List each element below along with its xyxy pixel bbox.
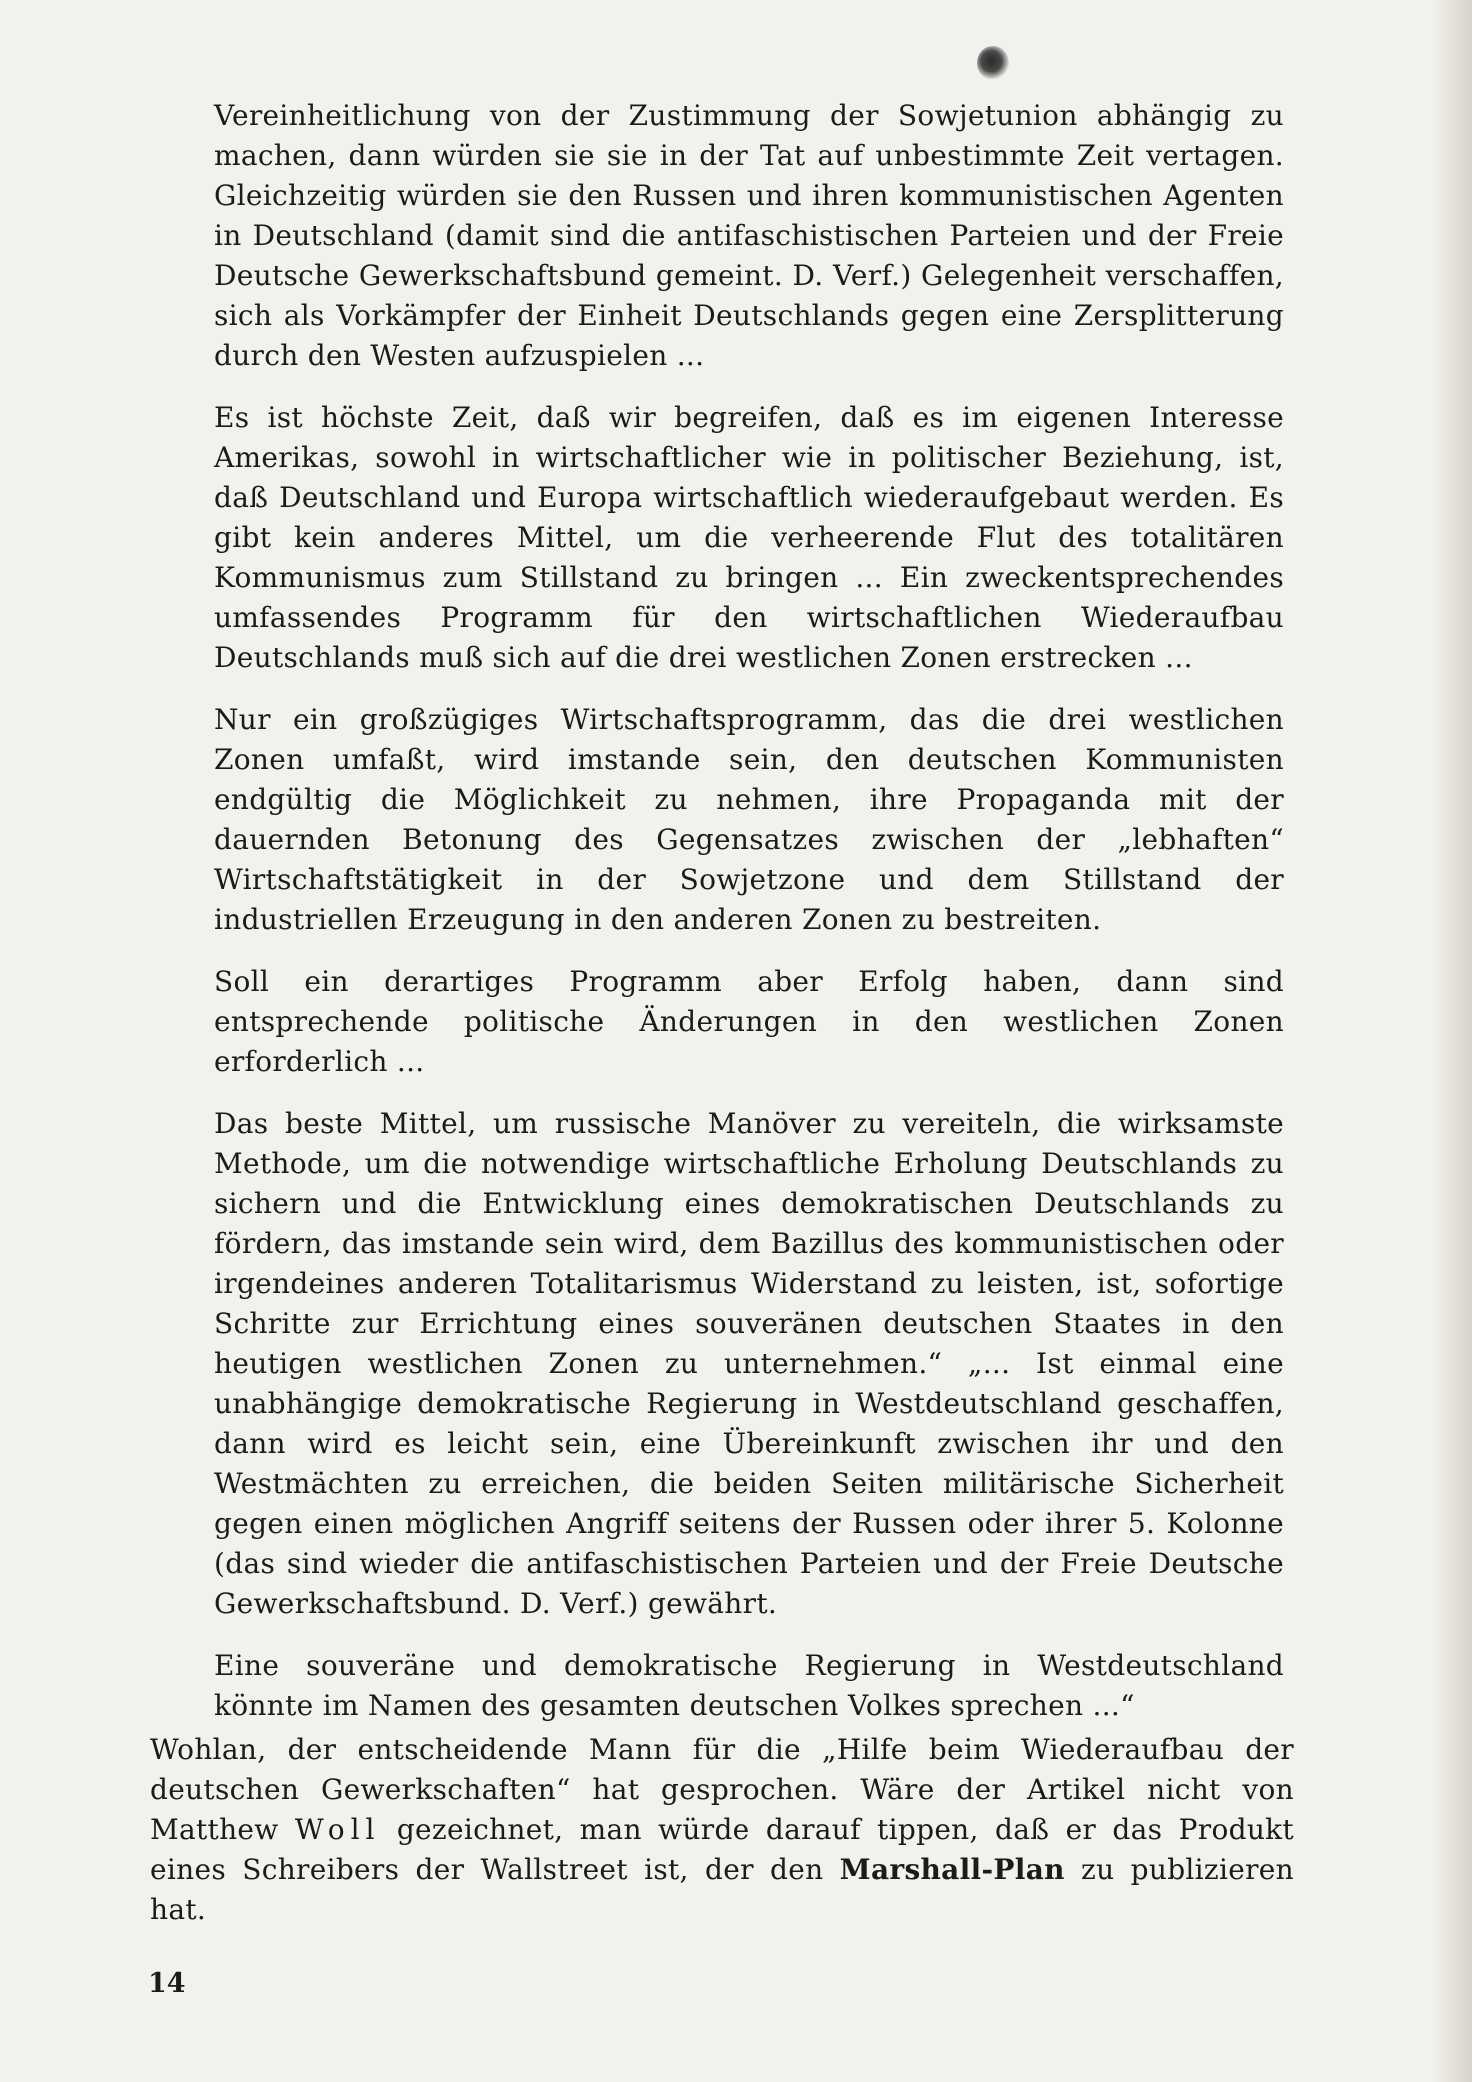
quote-paragraph-5: Das beste Mittel, um russische Manöver zu vereiteln, die wirksamste Methode, um die notwendige wirtschaftliche Erholung Deutschlands zu sichern und die Entwicklung eines demokratischen Deutschlands zu fördern, das imstande sein wird, dem Bazillus des kommunistischen oder irgendeines anderen Totalitarismus Widerstand zu leisten, ist, sofortige Schritte zur Errichtung eines souveränen deutschen Staates in den heutigen westlichen Zonen zu unternehmen.“ „... Ist einmal eine unabhängige demokratische Regierung in Westdeutschland geschaffen, dann wird es leicht sein, eine Übereinkunft zwischen ihr und den Westmächten zu erreichen, die beiden Seiten militärische Sicherheit gegen einen möglichen Angriff seitens der Russen oder ihrer 5. Kolonne (das sind wieder die antifaschistischen Parteien und der Freie Deutsche Gewerkschaftsbund. D. Verf.) gewährt. (214, 1107, 1284, 1620)
quote-paragraph-3: Nur ein großzügiges Wirtschaftsprogramm, das die drei westlichen Zonen umfaßt, wird imstande sein, den deutschen Kommunisten endgültig die Möglichkeit zu nehmen, ihre Propaganda mit der dauernden Betonung des Gegensatzes zwischen der „lebhaften“ Wirtschaftstätigkeit in der Sowjetzone und dem Stillstand der industriellen Erzeugung in den anderen Zonen zu bestreiten. (214, 703, 1284, 936)
closing-text-part-1: Wohlan, der entscheidende Mann für die „Hilfe beim Wiederaufbau der deutschen Gewerkschaften“ hat gesprochen. Wäre der Artikel nicht von Matthew (150, 1733, 1294, 1846)
quote-paragraph-2: Es ist höchste Zeit, daß wir begreifen, daß es im eigenen Interesse Amerikas, sowohl in wirtschaftlicher wie in politischer Beziehung, ist, daß Deutschland und Europa wirtschaftlich wiederaufgebaut werden. Es gibt kein anderes Mittel, um die verheerende Flut des totalitären Kommunismus zum Stillstand zu bringen ... Ein zweckentsprechendes umfassendes Programm für den wirtschaftlichen Wiederaufbau Deutschlands muß sich auf die drei westlichen Zonen erstrecken ... (214, 401, 1284, 674)
author-name-spaced: Woll (294, 1813, 381, 1846)
marshall-plan-emphasis: Marshall-Plan (839, 1853, 1065, 1886)
closing-paragraph (150, 1730, 1294, 1930)
quote-paragraph-6: Eine souveräne und demokratische Regierung in Westdeutschland könnte im Namen des gesamten deutschen Volkes sprechen ...“ (214, 1649, 1284, 1722)
closing-text-part-2: gezeichnet, man würde darauf tippen, daß er das Produkt eines Schreibers der Wallstreet ist, der den (150, 1813, 1294, 1886)
quote-paragraph-4: Soll ein derartiges Programm aber Erfolg haben, dann sind entsprechende politische Änderungen in den westlichen Zonen erforderlich ... (214, 965, 1284, 1078)
page-edge-shadow (1432, 0, 1472, 2082)
closing-text-part-3: zu publizieren hat. (150, 1853, 1294, 1926)
ink-stain (977, 46, 1009, 80)
quoted-passage (214, 96, 1284, 1748)
quote-paragraph-1: Vereinheitlichung von der Zustimmung der Sowjetunion abhängig zu machen, dann würden sie sie in der Tat auf unbestimmte Zeit vertagen. Gleichzeitig würden sie den Russen und ihren kommunistischen Agenten in Deutschland (damit sind die antifaschistischen Parteien und der Freie Deutsche Gewerkschaftsbund gemeint. D. Verf.) Gelegenheit verschaffen, sich als Vorkämpfer der Einheit Deutschlands gegen eine Zersplitterung durch den Westen aufzuspielen ... (214, 99, 1284, 372)
page-number: 14 (148, 1968, 186, 1999)
author-commentary (150, 1730, 1294, 1930)
